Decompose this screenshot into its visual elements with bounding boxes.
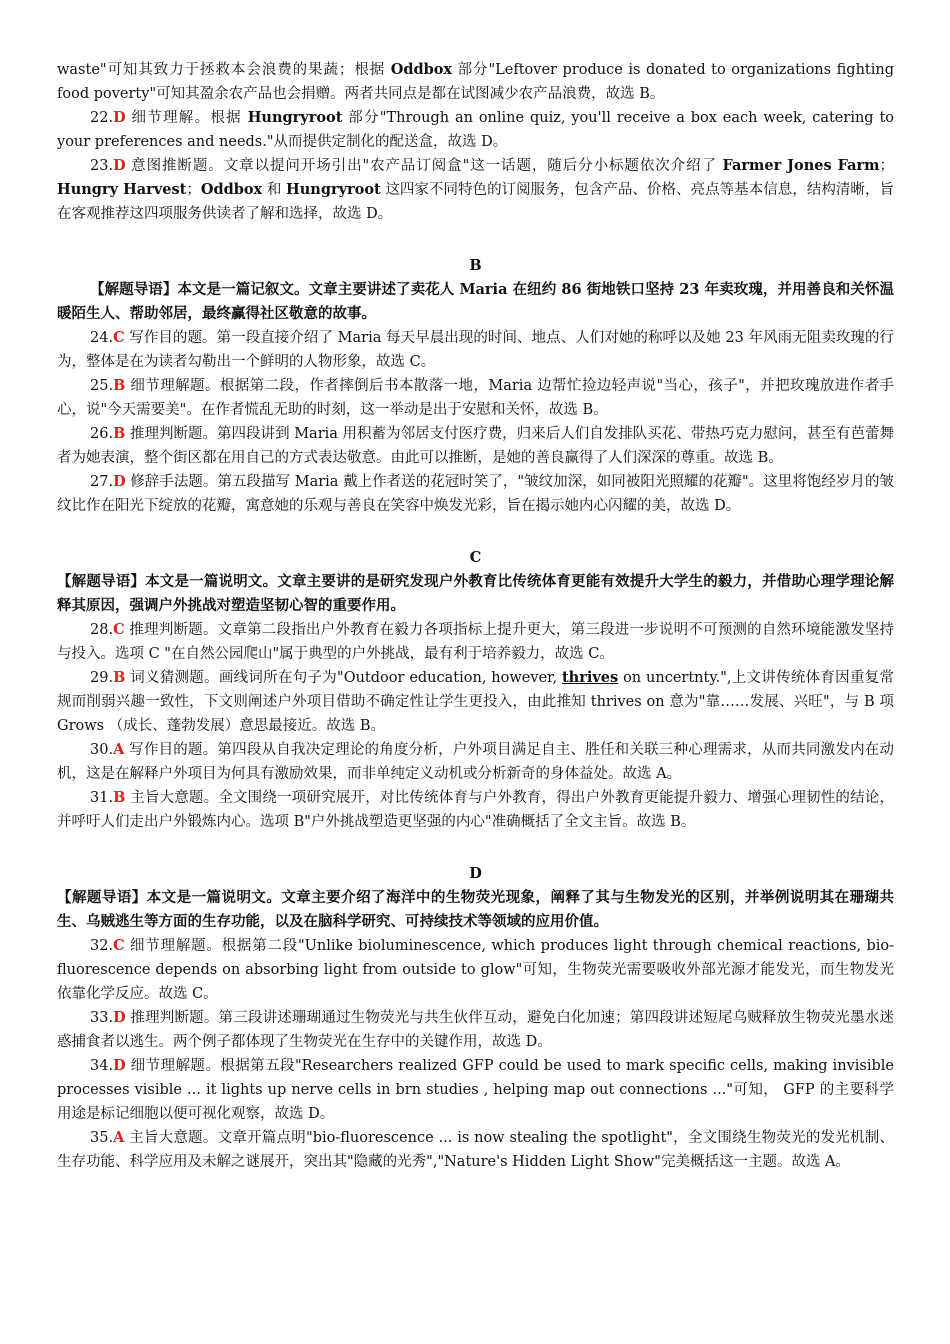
question-34-explanation: 34.D 细节理解题。根据第五段"Researchers realized GFP could be used to mark specific cells, making invisible processes visible ... it lights up nerve cells in brn studies , helping map out connections ..."可知， GFP 的主要科学用途是标记细胞以便可视化观察，故选 D。 — [57, 1057, 894, 1122]
answer-letter: B — [113, 425, 126, 442]
question-23-explanation: 23.D 意图推断题。文章以提问开场引出"农产品订阅盒"这一话题，随后分小标题依次介绍了 Farmer Jones Farm；Hungry Harvest；Oddbox 和 Hungryroot 这四家不同特色的订阅服务，包含产品、价格、亮点等基本信息，结构清晰，旨在客观推荐这四项服务供读者了解和选择，故选 D。 — [57, 157, 895, 222]
answer-letter: D — [113, 1009, 126, 1026]
paragraph-21-continued: waste"可知其致力于拯救本会浪费的果蔬；根据 Oddbox 部分"Leftover produce is donated to organizations fighting food poverty"可知其盈余农产品也会捐赠。两者共同点是都在试图减少农产品浪费，故选 B。 — [57, 61, 894, 102]
question-32-explanation: 32.C 细节理解题。根据第二段"Unlike bioluminescence, which produces light through chemical reactions, bio-fluorescence depends on absorbing light from outside to glow"可知，生物荧光需要吸收外部光源才能发光，而生物发光依靠化学反应。故选 C。 — [57, 937, 894, 1002]
keyword-oddbox: Oddbox — [390, 61, 453, 78]
answer-letter: B — [113, 377, 126, 394]
section-title-b: B — [469, 257, 482, 274]
answer-letter: D — [113, 109, 126, 126]
question-28-explanation: 28.C 推理判断题。文章第二段指出户外教育在毅力各项指标上提升更大，第三段进一步说明不可预测的自然环境能激发坚持与投入。选项 C "在自然公园爬山"属于典型的户外挑战，最有利于培养毅力，故选 C。 — [57, 621, 894, 662]
answer-letter: B — [113, 669, 126, 686]
answer-letter: C — [113, 621, 125, 638]
question-29-explanation: 29.B 词义猜测题。画线词所在句子为"Outdoor education, however, thrives on uncertnty.",上文讲传统体育因重复常规而削弱兴趣一致性，下文则阐述户外项目借助不确定性让学生更投入，由此推知 thrives on 意为"靠……发展、兴旺"，与 B 项 Grows （成长、蓬勃发展）意思最接近。故选 B。 — [57, 669, 894, 734]
answer-letter: D — [113, 473, 126, 490]
question-22-explanation: 22.D 细节理解。根据 Hungryroot 部分"Through an online quiz, you'll receive a box each week, catering to your preferences and needs."从而提供定制化的配送盒，故选 D。 — [57, 109, 895, 150]
answer-letter: C — [113, 329, 125, 346]
section-title-c: C — [469, 549, 482, 566]
question-30-explanation: 30.A 写作目的题。第四段从自我决定理论的角度分析，户外项目满足自主、胜任和关联三种心理需求，从而共同激发内在动机，这是在解释户外项目为何具有激励效果，而非单纯定义动机或分析新奇的身体益处。故选 A。 — [57, 741, 894, 782]
underlined-word: thrives — [561, 669, 619, 686]
question-35-explanation: 35.A 主旨大意题。文章开篇点明"bio-fluorescence ... is now stealing the spotlight"，全文围绕生物荧光的发光机制、生存功能、科学应用及未解之谜展开，突出其"隐藏的光秀","Nature's Hidden Light Show"完美概括这一主题。故选 A。 — [57, 1129, 894, 1170]
question-31-explanation: 31.B 主旨大意题。全文围绕一项研究展开，对比传统体育与户外教育，得出户外教育更能提升毅力、增强心理韧性的结论，并呼吁人们走出户外锻炼内心。选项 B"户外挑战塑造更坚强的内心"准确概括了全文主旨。故选 B。 — [57, 789, 894, 830]
answer-letter: D — [113, 157, 126, 174]
question-25-explanation: 25.B 细节理解题。根据第二段，作者摔倒后书本散落一地，Maria 边帮忙捡边轻声说"当心，孩子"，并把玫瑰放进作者手心，说"今天需要美"。在作者慌乱无助的时刻，这一举动是出于安慰和关怀，故选 B。 — [57, 377, 894, 418]
answer-letter: C — [113, 937, 125, 954]
section-b-guide: 【解题导语】本文是一篇记叙文。文章主要讲述了卖花人 Maria 在纽约 86 街地铁口坚持 23 年卖玫瑰，并用善良和关怀温暖陌生人、帮助邻居，最终赢得社区敬意的故事。 — [57, 281, 894, 322]
section-title-d: D — [469, 865, 482, 882]
section-d-guide: 【解题导语】本文是一篇说明文。文章主要介绍了海洋中的生物荧光现象，阐释了其与生物发光的区别，并举例说明其在珊瑚共生、乌贼逃生等方面的生存功能，以及在脑科学研究、可持续技术等领域的应用价值。 — [57, 889, 894, 930]
section-c-guide: 【解题导语】本文是一篇说明文。文章主要讲的是研究发现户外教育比传统体育更能有效提升大学生的毅力，并借助心理学理论解释其原因，强调户外挑战对塑造坚韧心智的重要作用。 — [57, 573, 894, 614]
answer-letter: A — [113, 741, 125, 758]
question-24-explanation: 24.C 写作目的题。第一段直接介绍了 Maria 每天早晨出现的时间、地点、人们对她的称呼以及她 23 年风雨无阻卖玫瑰的行为，整体是在为读者勾勒出一个鲜明的人物形象，故选 C。 — [57, 329, 894, 370]
question-27-explanation: 27.D 修辞手法题。第五段描写 Maria 戴上作者送的花冠时笑了，"皱纹加深，如同被阳光照耀的花瓣"。这里将饱经岁月的皱纹比作在阳光下绽放的花瓣，寓意她的乐观与善良在笑容中焕发光彩，旨在揭示她内心闪耀的美，故选 D。 — [57, 473, 894, 514]
answer-letter: A — [113, 1129, 125, 1146]
answer-letter: D — [113, 1057, 126, 1074]
answer-letter: B — [113, 789, 126, 806]
question-33-explanation: 33.D 推理判断题。第三段讲述珊瑚通过生物荧光与共生伙伴互动，避免白化加速；第四段讲述短尾乌贼释放生物荧光墨水迷惑捕食者以逃生。两个例子都体现了生物荧光在生存中的关键作用，故选 D。 — [57, 1009, 894, 1050]
question-26-explanation: 26.B 推理判断题。第四段讲到 Maria 用积蓄为邻居支付医疗费，归来后人们自发排队买花、带热巧克力慰问，甚至有芭蕾舞者为她表演，整个街区都在用自己的方式表达敬意。由此可以推断，是她的善良赢得了人们深深的尊重。故选 B。 — [57, 425, 894, 466]
